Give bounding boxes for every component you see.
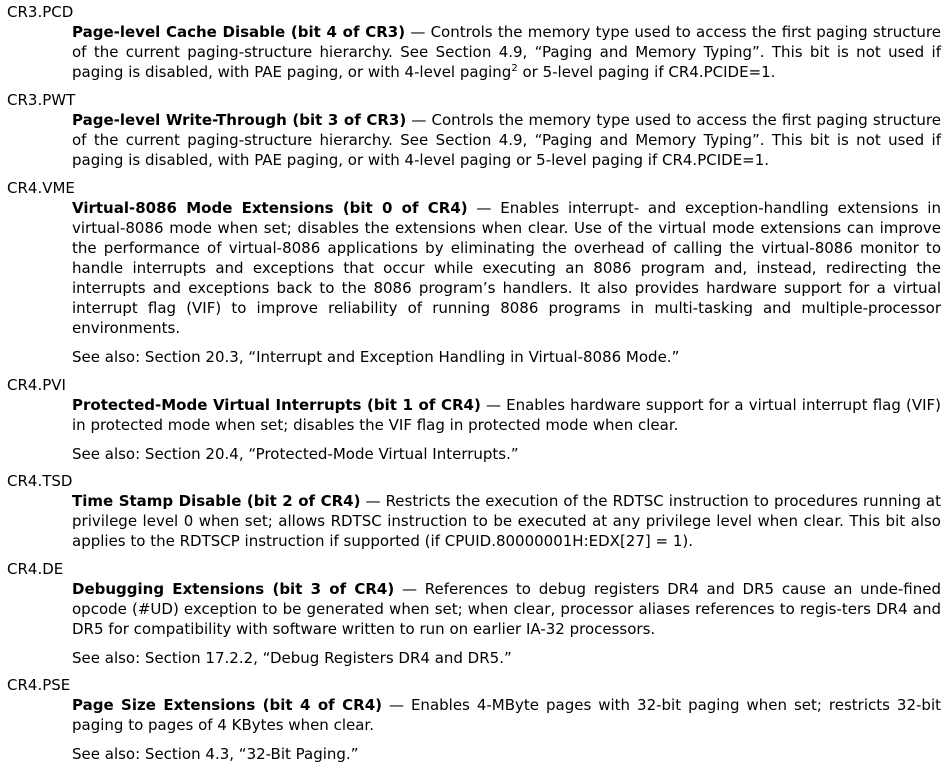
see-also-reference: See also: Section 17.2.2, “Debug Registers DR4 and DR5.” [72,649,512,667]
register-description [72,22,941,82]
description-text: References to debug registers DR4 and DR5 cause an unde-fined opcode (#UD) exception to be generated when set; when clear, processor aliases references to regis-ters DR4 and DR5 for compatibility with software written to run on earlier IA-32 processors. [72,580,941,638]
register-heading: Time Stamp Disable (bit 2 of CR4) [72,492,361,510]
register-entry-cr4-pvi [7,375,941,464]
register-description [72,395,941,435]
register-entry-cr3-pcd [7,2,941,82]
description-text-continued: or 5-level paging if CR4.PCIDE=1. [517,63,776,81]
register-heading: Page-level Cache Disable (bit 4 of CR3) [72,23,406,41]
description-text: Enables 4-MByte pages with 32-bit paging when set; restricts 32-bit paging to pages of 4 KBytes when clear. [72,696,941,734]
em-dash: — [382,696,411,714]
register-term: CR4.DE [7,560,64,578]
register-description [72,579,941,639]
register-entry-cr4-de [7,559,941,668]
em-dash: — [406,111,432,129]
register-heading: Protected-Mode Virtual Interrupts (bit 1 of CR4) [72,396,481,414]
register-description [72,695,941,735]
see-also-reference: See also: Section 20.3, “Interrupt and Exception Handling in Virtual-8086 Mode.” [72,348,680,366]
register-term: CR4.PVI [7,376,66,394]
em-dash: — [394,580,425,598]
register-description [72,110,941,170]
footnote-ref: 2 [511,63,518,74]
register-heading: Debugging Extensions (bit 3 of CR4) [72,580,395,598]
register-entry-cr4-vme [7,178,941,367]
em-dash: — [467,199,501,217]
register-term: CR4.VME [7,179,75,197]
em-dash: — [480,396,507,414]
description-text: Enables interrupt- and exception-handling extensions in virtual-8086 mode when set; disables the extensions when clear. Use of the virtual mode extensions can improve the performance of virtual-8086 applications by eliminating the overhead of calling the virtual-8086 monitor to handle interrupts and exceptions that occur while executing an 8086 program and, instead, redirecting the interrupts and exceptions back to the 8086 program’s handlers. It also provides hardware support for a virtual interrupt flag (VIF) to improve reliability of running 8086 programs in multi-tasking and multiple-processor environments. [72,199,941,337]
register-term: CR4.PSE [7,676,71,694]
see-also-reference: See also: Section 20.4, “Protected-Mode Virtual Interrupts.” [72,445,519,463]
description-text: Enables hardware support for a virtual interrupt flag (VIF) in protected mode when set; disables the VIF flag in protected mode when clear. [72,396,941,434]
document-body [7,0,941,764]
see-also-reference: See also: Section 4.3, “32-Bit Paging.” [72,745,359,763]
register-description [72,491,941,551]
register-entry-cr4-tsd [7,471,941,551]
register-heading: Virtual-8086 Mode Extensions (bit 0 of CR4) [72,199,468,217]
register-entry-cr4-pse [7,675,941,764]
description-text: Controls the memory type used to access the first paging structure of the current paging-structure hierarchy. See Section 4.9, “Paging and Memory Typing”. This bit is not used if paging is disabled, with PAE paging, or with 4-level paging or 5-level paging if CR4.PCIDE=1. [72,111,941,169]
em-dash: — [360,492,386,510]
description-text: Controls the memory type used to access the first paging structure of the current paging-structure hierarchy. See Section 4.9, “Paging and Memory Typing”. This bit is not used if paging is disabled, with PAE paging, or with 4-level paging [72,23,941,81]
em-dash: — [405,23,431,41]
register-term: CR3.PWT [7,91,76,109]
register-term: CR4.TSD [7,472,73,490]
register-heading: Page Size Extensions (bit 4 of CR4) [72,696,382,714]
description-text: Restricts the execution of the RDTSC instruction to procedures running at privilege level 0 when set; allows RDTSC instruction to be executed at any privilege level when clear. This bit also applies to the RDTSCP instruction if supported (if CPUID.80000001H:EDX[27] = 1). [72,492,941,550]
register-heading: Page-level Write-Through (bit 3 of CR3) [72,111,407,129]
register-entry-cr3-pwt [7,90,941,170]
register-description [72,198,941,338]
register-term: CR3.PCD [7,3,74,21]
